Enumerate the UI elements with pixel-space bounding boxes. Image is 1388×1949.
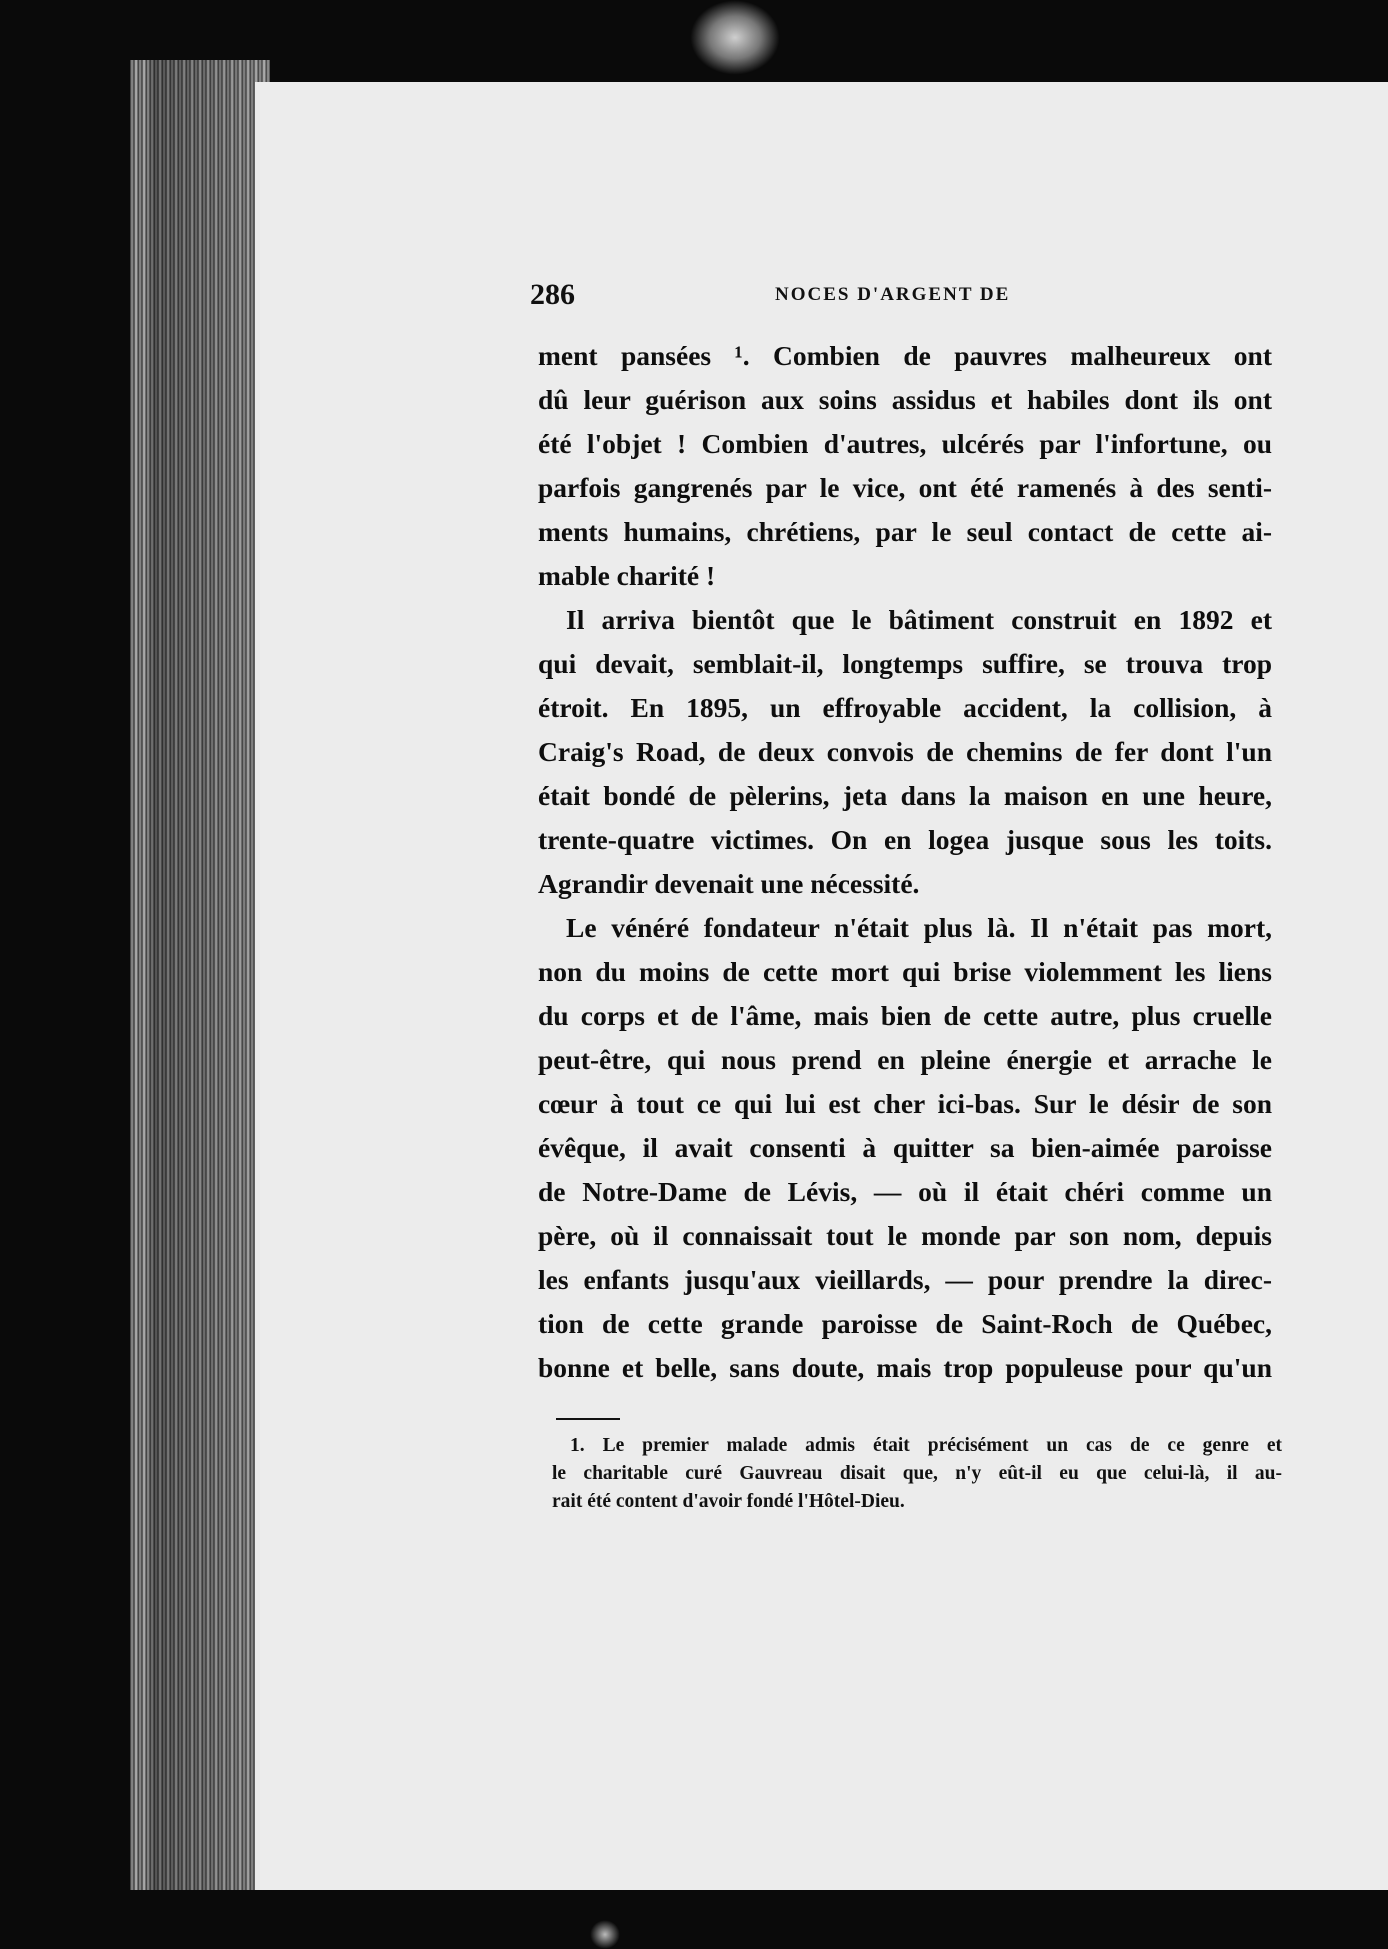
text-line: bonne et belle, sans doute, mais trop populeuse pour qu'un	[538, 1352, 1272, 1383]
text-line: ment pansées ¹. Combien de pauvres malheureux ont	[538, 340, 1272, 371]
text-line: non du moins de cette mort qui brise violemment les liens	[538, 956, 1272, 987]
page-header	[530, 278, 1300, 318]
text-line: parfois gangrenés par le vice, ont été ramenés à des senti-	[538, 472, 1272, 503]
text-line: qui devait, semblait-il, longtemps suffire, se trouva trop	[538, 648, 1272, 679]
text-line: cœur à tout ce qui lui est cher ici-bas. Sur le désir de son	[538, 1088, 1272, 1119]
footnote-rule	[556, 1418, 620, 1420]
text-line: mable charité !	[538, 560, 716, 591]
text-line: Craig's Road, de deux convois de chemins de fer dont l'un	[538, 736, 1272, 767]
text-line: était bondé de pèlerins, jeta dans la maison en une heure,	[538, 780, 1272, 811]
text-line: été l'objet ! Combien d'autres, ulcérés par l'infortune, ou	[538, 428, 1272, 459]
footnote-line: rait été content d'avoir fondé l'Hôtel-Dieu.	[552, 1491, 905, 1512]
running-head: NOCES D'ARGENT DE	[775, 284, 1011, 305]
text-line: peut-être, qui nous prend en pleine énergie et arrache le	[538, 1044, 1272, 1075]
gutter-shadow	[150, 60, 270, 1890]
text-line: tion de cette grande paroisse de Saint-Roch de Québec,	[538, 1308, 1272, 1339]
scan-artifact-top	[690, 0, 780, 75]
text-line: ments humains, chrétiens, par le seul contact de cette ai-	[538, 516, 1272, 547]
page-number: 286	[530, 278, 575, 311]
text-line: Le vénéré fondateur n'était plus là. Il n'était pas mort,	[566, 912, 1272, 943]
scan-artifact-bottom	[590, 1920, 620, 1949]
footnote-line: le charitable curé Gauvreau disait que, n'y eût-il eu que celui-là, il au-	[552, 1463, 1282, 1484]
text-line: évêque, il avait consenti à quitter sa bien-aimée paroisse	[538, 1132, 1272, 1163]
body-text	[538, 334, 1272, 1390]
text-line: trente-quatre victimes. On en logea jusque sous les toits.	[538, 824, 1272, 855]
text-line: Agrandir devenait une nécessité.	[538, 868, 920, 899]
footnote-line: 1. Le premier malade admis était précisément un cas de ce genre et	[570, 1435, 1282, 1456]
text-line: dû leur guérison aux soins assidus et habiles dont ils ont	[538, 384, 1272, 415]
text-line: père, où il connaissait tout le monde par son nom, depuis	[538, 1220, 1272, 1251]
text-line: du corps et de l'âme, mais bien de cette autre, plus cruelle	[538, 1000, 1272, 1031]
text-line: de Notre-Dame de Lévis, — où il était chéri comme un	[538, 1176, 1272, 1207]
text-line: Il arriva bientôt que le bâtiment construit en 1892 et	[566, 604, 1272, 635]
text-line: étroit. En 1895, un effroyable accident, la collision, à	[538, 692, 1272, 723]
text-line: les enfants jusqu'aux vieillards, — pour prendre la direc-	[538, 1264, 1272, 1295]
footnote	[552, 1432, 1282, 1516]
